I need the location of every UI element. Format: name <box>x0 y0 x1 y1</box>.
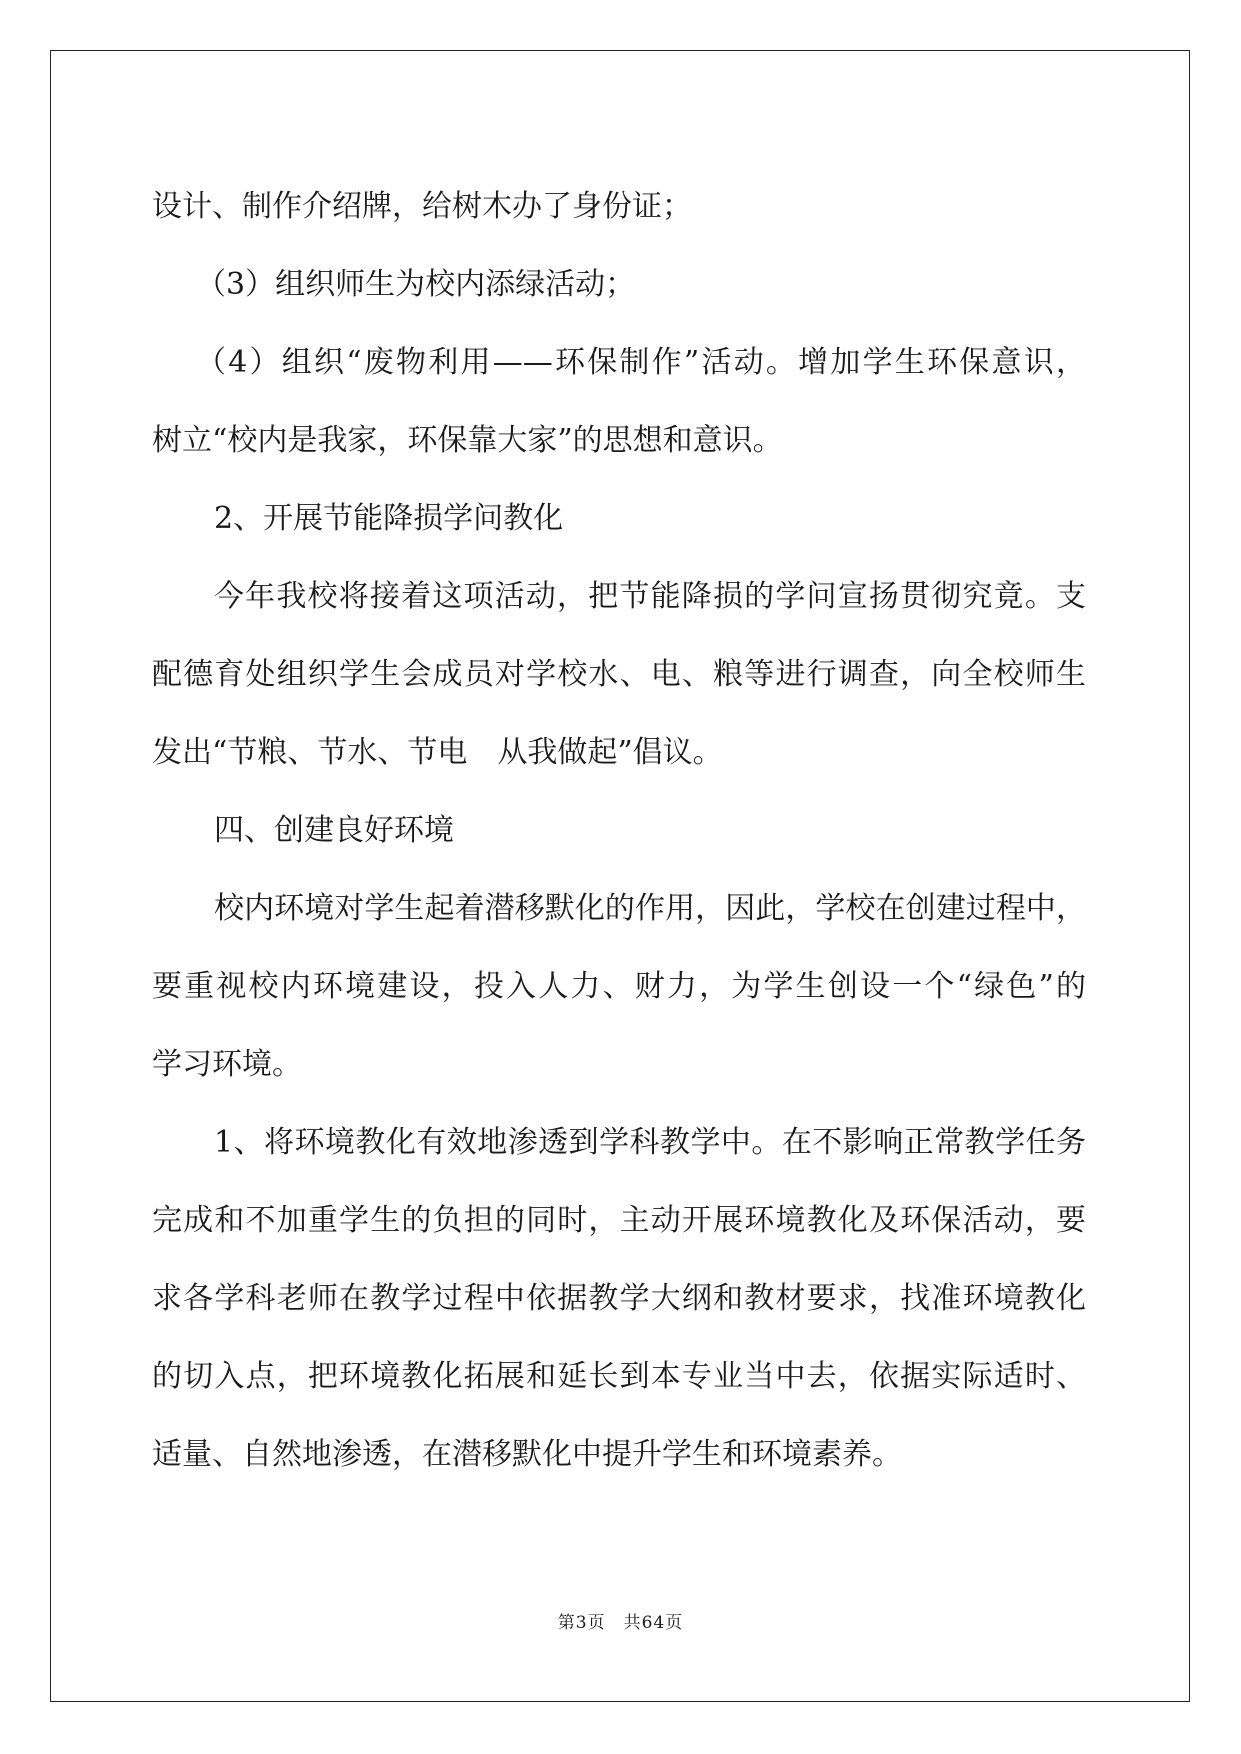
paragraph-line: 校内环境对学生起着潜移默化的作用，因此，学校在创建过程中， <box>214 891 1086 926</box>
list-item-line: （4）组织“废物利用——环保制作”活动。增加学生环保意识， <box>196 345 1086 380</box>
paragraph-line: 学习环境。 <box>152 1047 302 1082</box>
paragraph-line: 设计、制作介绍牌，给树木办了身份证； <box>152 189 692 224</box>
page-total: 共64页 <box>623 1613 684 1633</box>
paragraph-line: 求各学科老师在教学过程中依据教学大纲和教材要求，找准环境教化 <box>152 1281 1086 1316</box>
page-footer <box>0 1608 1241 1633</box>
paragraph-line: 的切入点，把环境教化拓展和延长到本专业当中去，依据实际适时、 <box>152 1359 1086 1394</box>
list-item-line: （3）组织师生为校内添绿活动； <box>196 267 636 302</box>
page-number: 第3页 <box>557 1613 606 1633</box>
paragraph-line: 树立“校内是我家，环保靠大家”的思想和意识。 <box>152 423 783 458</box>
paragraph-line: 要重视校内环境建设，投入人力、财力，为学生创设一个“绿色”的 <box>152 969 1086 1004</box>
paragraph-line: 完成和不加重学生的负担的同时，主动开展环境教化及环保活动，要 <box>152 1203 1086 1238</box>
paragraph-line: 发出“节粮、节水、节电 从我做起”倡议。 <box>152 735 723 770</box>
section-heading: 2、开展节能降损学问教化 <box>214 501 564 536</box>
paragraph-line: 今年我校将接着这项活动，把节能降损的学问宣扬贯彻究竟。支 <box>214 579 1086 614</box>
paragraph-line: 配德育处组织学生会成员对学校水、电、粮等进行调查，向全校师生 <box>152 657 1086 692</box>
section-heading: 四、创建良好环境 <box>214 813 454 848</box>
document-body <box>152 168 1086 1494</box>
paragraph-line: 适量、自然地渗透，在潜移默化中提升学生和环境素养。 <box>152 1437 902 1472</box>
paragraph-line: 1、将环境教化有效地渗透到学科教学中。在不影响正常教学任务 <box>214 1125 1086 1160</box>
